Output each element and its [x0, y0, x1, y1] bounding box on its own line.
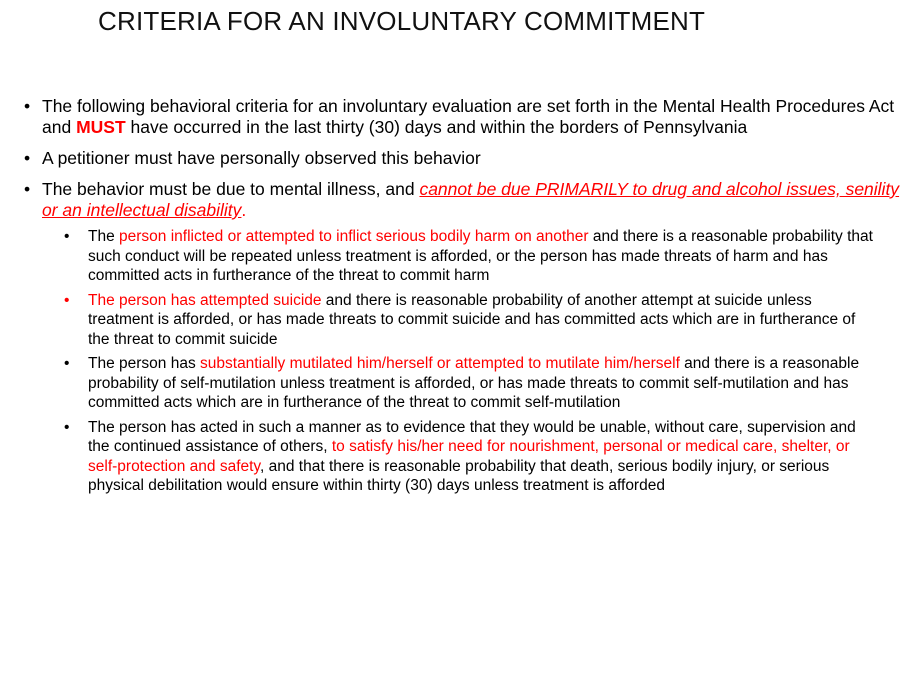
sub-item-self-care — [42, 418, 878, 496]
bullet-icon: • — [24, 96, 31, 116]
bullet-icon: • — [64, 228, 70, 245]
sub-item-suicide — [42, 291, 878, 350]
item-text: The person has — [88, 355, 201, 372]
emphasis-text: The person has attempted suicide — [88, 291, 322, 309]
item-text: have occurred in the last thirty (30) days and within the borders of Pennsylvania — [125, 117, 748, 137]
item-text: The — [88, 228, 120, 245]
item-text: and there is reasonable probability of another attempt at suicide unless treatment is afforded, or has made threats to commit suicide and has committed acts which are in furtherance of the threat to commit suicide — [88, 291, 856, 348]
item-text: The person has acted in such a manner as to evidence that they would be unable, without care, supervision and the continued assistance of others, — [88, 418, 856, 455]
list-item-criteria-source — [22, 96, 902, 138]
item-text: The following behavioral criteria for an involuntary evaluation are set forth in the Mental Health Procedures Act and — [42, 96, 895, 137]
bullet-icon: • — [24, 148, 31, 168]
emphasis-text: substantially mutilated him/herself or attempted to mutilate him/herself — [200, 355, 680, 372]
list-item-mental-illness — [22, 179, 902, 496]
item-text: , and that there is reasonable probability that death, serious bodily injury, or serious physical debilitation would ensure within thirty (30) days unless treatment is afforded — [88, 457, 830, 494]
item-text: A petitioner must have personally observed this behavior — [42, 148, 481, 168]
bullet-icon: • — [24, 179, 31, 199]
slide-title: CRITERIA FOR AN INVOLUNTARY COMMITMENT — [98, 6, 706, 36]
bullet-icon: • — [64, 291, 70, 309]
emphasis-text: person inflicted or attempted to inflict serious bodily harm on another — [119, 228, 589, 245]
emphasis-text: cannot be due PRIMARILY to drug and alcohol issues, senility or an intellectual disability — [42, 179, 900, 220]
item-text: and there is a reasonable probability of self-mutilation unless treatment is afforded, or has made threats to commit self-mutilation and has committed acts which are in furtherance of the threat to commit self-mutilation — [88, 355, 860, 411]
item-text: and there is a reasonable probability that such conduct will be repeated unless treatment is afforded, or the person has made threats of harm and has committed acts in furtherance of the threat to commit harm — [88, 228, 873, 284]
item-text: . — [241, 200, 247, 220]
sub-item-self-mutilation — [42, 354, 878, 413]
item-text: The behavior must be due to mental illness, and — [42, 179, 420, 199]
emphasis-text: MUST — [76, 117, 126, 137]
bullet-icon: • — [64, 418, 70, 436]
list-item-petitioner — [22, 148, 902, 169]
emphasis-text: to satisfy his/her need for nourishment, personal or medical care, shelter, or self-protection and safety — [88, 438, 850, 475]
sub-item-harm-to-others — [42, 227, 878, 286]
criteria-list — [22, 96, 902, 506]
bullet-icon: • — [64, 355, 70, 372]
sub-criteria-list — [42, 227, 902, 496]
